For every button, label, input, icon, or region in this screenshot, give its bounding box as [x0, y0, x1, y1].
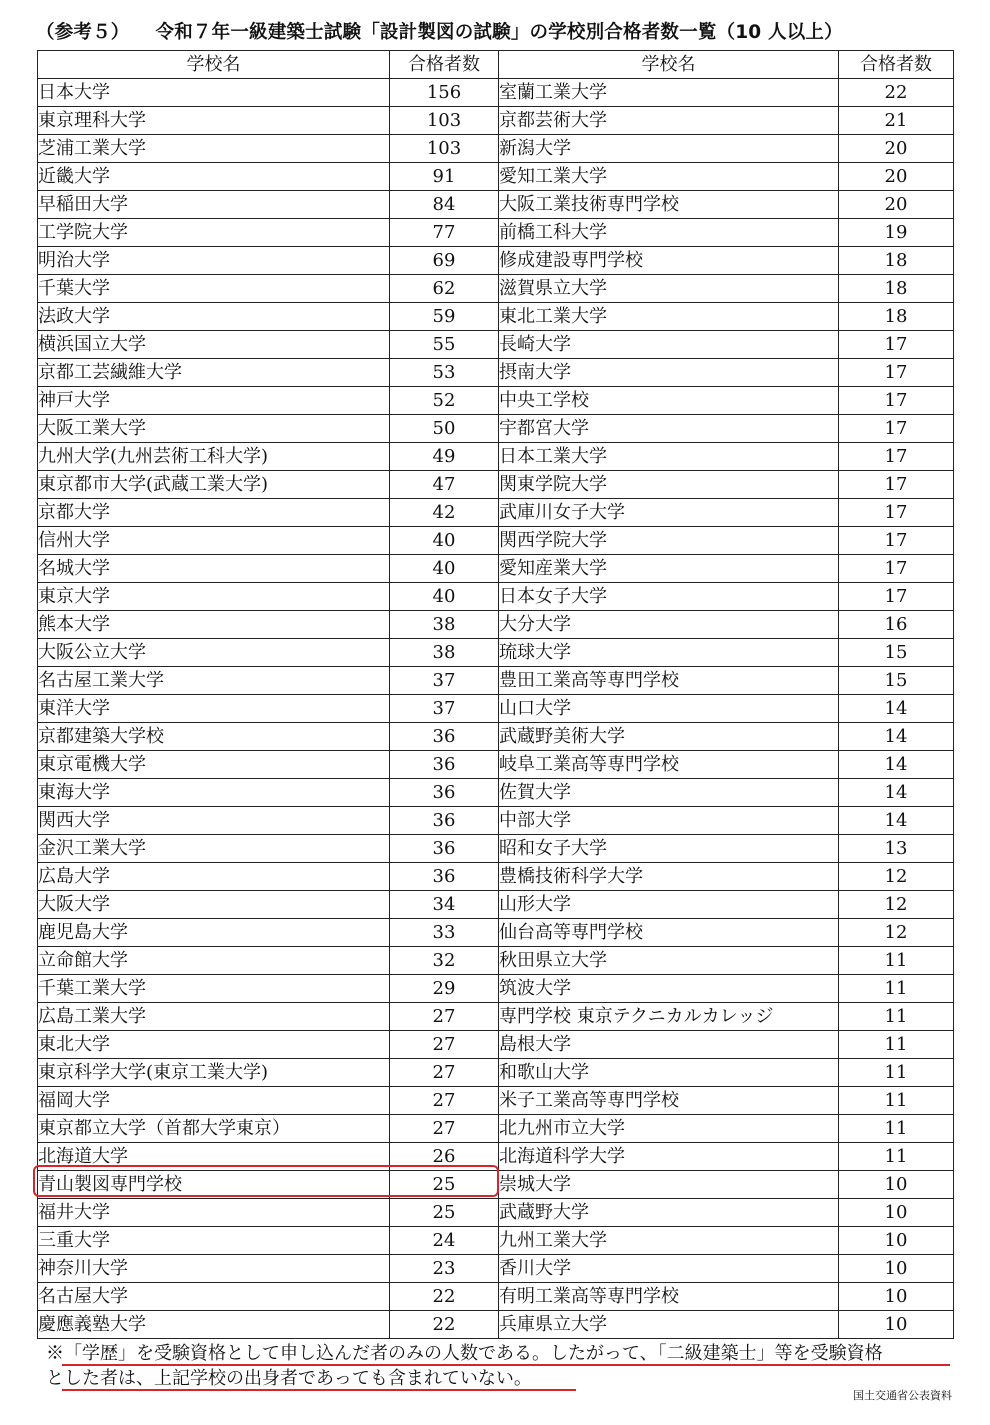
school-name-right: 専門学校 東京テクニカルカレッジ [499, 1003, 839, 1031]
school-name-left: 横浜国立大学 [38, 331, 390, 359]
table-row [38, 1283, 954, 1311]
school-name-right: 中央工学校 [499, 387, 839, 415]
pass-count-left: 36 [390, 779, 499, 807]
school-name-left: 京都建築大学校 [38, 723, 390, 751]
table-row [38, 387, 954, 415]
table-row [38, 919, 954, 947]
table-row [38, 1059, 954, 1087]
school-name-right: 佐賀大学 [499, 779, 839, 807]
pass-count-right: 17 [839, 443, 954, 471]
table-body [38, 79, 954, 1339]
school-name-right: 愛知産業大学 [499, 555, 839, 583]
school-name-right: 武蔵野大学 [499, 1199, 839, 1227]
table-row [38, 303, 954, 331]
school-name-left: 東京科学大学(東京工業大学) [38, 1059, 390, 1087]
pass-count-left: 77 [390, 219, 499, 247]
header-school-name-right: 学校名 [499, 51, 839, 79]
school-name-left: 日本大学 [38, 79, 390, 107]
pass-count-left: 40 [390, 527, 499, 555]
school-name-right: 修成建設専門学校 [499, 247, 839, 275]
school-name-right: 日本工業大学 [499, 443, 839, 471]
table-row [38, 135, 954, 163]
pass-count-left: 156 [390, 79, 499, 107]
school-name-left: 千葉大学 [38, 275, 390, 303]
pass-count-right: 17 [839, 527, 954, 555]
school-name-left: 神戸大学 [38, 387, 390, 415]
school-name-right: 摂南大学 [499, 359, 839, 387]
school-name-left: 青山製図専門学校 [38, 1171, 390, 1199]
school-name-right: 長崎大学 [499, 331, 839, 359]
table-row [38, 1115, 954, 1143]
pass-count-left: 37 [390, 667, 499, 695]
school-name-right: 武蔵野美術大学 [499, 723, 839, 751]
school-name-left: 福井大学 [38, 1199, 390, 1227]
pass-count-right: 11 [839, 1115, 954, 1143]
table-row [38, 863, 954, 891]
table-row [38, 1311, 954, 1339]
pass-count-left: 27 [390, 1115, 499, 1143]
table-row [38, 79, 954, 107]
pass-count-left: 69 [390, 247, 499, 275]
pass-count-left: 36 [390, 807, 499, 835]
school-name-right: 筑波大学 [499, 975, 839, 1003]
pass-count-left: 29 [390, 975, 499, 1003]
table-row [38, 247, 954, 275]
pass-count-right: 21 [839, 107, 954, 135]
table-row [38, 219, 954, 247]
pass-count-right: 10 [839, 1227, 954, 1255]
pass-count-right: 11 [839, 1059, 954, 1087]
title-text: 令和７年一級建築士試験「設計製図の試験」の学校別合格者数一覧（10 人以上） [155, 22, 843, 43]
pass-count-right: 18 [839, 303, 954, 331]
pass-count-left: 36 [390, 751, 499, 779]
school-name-right: 崇城大学 [499, 1171, 839, 1199]
school-name-left: 広島大学 [38, 863, 390, 891]
school-name-right: 日本女子大学 [499, 583, 839, 611]
pass-count-right: 17 [839, 387, 954, 415]
table-row [38, 527, 954, 555]
table-row [38, 555, 954, 583]
school-name-left: 立命館大学 [38, 947, 390, 975]
school-name-right: 東北工業大学 [499, 303, 839, 331]
pass-count-right: 17 [839, 555, 954, 583]
school-name-left: 関西大学 [38, 807, 390, 835]
page-title [36, 18, 843, 44]
school-name-right: 岐阜工業高等専門学校 [499, 751, 839, 779]
school-name-left: 京都大学 [38, 499, 390, 527]
table-row [38, 779, 954, 807]
school-name-right: 新潟大学 [499, 135, 839, 163]
footnote-line-2: とした者は、上記学校の出身者であっても含まれていない。 [46, 1368, 532, 1389]
table-row [38, 807, 954, 835]
school-name-left: 東海大学 [38, 779, 390, 807]
pass-count-right: 20 [839, 191, 954, 219]
table-row [38, 191, 954, 219]
school-name-left: 千葉工業大学 [38, 975, 390, 1003]
pass-count-right: 14 [839, 779, 954, 807]
pass-count-right: 20 [839, 135, 954, 163]
table-row [38, 1031, 954, 1059]
table-row [38, 359, 954, 387]
pass-count-right: 15 [839, 667, 954, 695]
school-name-left: 東北大学 [38, 1031, 390, 1059]
pass-count-left: 37 [390, 695, 499, 723]
table-row [38, 583, 954, 611]
pass-count-left: 22 [390, 1283, 499, 1311]
school-name-right: 京都芸術大学 [499, 107, 839, 135]
school-name-right: 山口大学 [499, 695, 839, 723]
pass-count-left: 33 [390, 919, 499, 947]
school-name-right: 武庫川女子大学 [499, 499, 839, 527]
school-name-right: 愛知工業大学 [499, 163, 839, 191]
pass-count-left: 22 [390, 1311, 499, 1339]
school-name-left: 東京都市大学(武蔵工業大学) [38, 471, 390, 499]
pass-count-left: 27 [390, 1087, 499, 1115]
school-name-right: 北九州市立大学 [499, 1115, 839, 1143]
pass-count-right: 15 [839, 639, 954, 667]
school-name-left: 近畿大学 [38, 163, 390, 191]
pass-count-left: 50 [390, 415, 499, 443]
header-school-name-left: 学校名 [38, 51, 390, 79]
table-row [38, 443, 954, 471]
pass-count-left: 27 [390, 1031, 499, 1059]
school-name-left: 信州大学 [38, 527, 390, 555]
pass-count-left: 42 [390, 499, 499, 527]
pass-count-right: 20 [839, 163, 954, 191]
school-name-left: 東京電機大学 [38, 751, 390, 779]
pass-count-right: 12 [839, 919, 954, 947]
school-name-right: 宇都宮大学 [499, 415, 839, 443]
pass-count-left: 103 [390, 107, 499, 135]
pass-count-left: 32 [390, 947, 499, 975]
pass-count-left: 40 [390, 555, 499, 583]
table-row [38, 163, 954, 191]
pass-count-right: 19 [839, 219, 954, 247]
pass-count-left: 40 [390, 583, 499, 611]
table-row [38, 415, 954, 443]
school-name-left: 神奈川大学 [38, 1255, 390, 1283]
pass-count-right: 11 [839, 1143, 954, 1171]
pass-count-right: 12 [839, 891, 954, 919]
school-name-right: 豊橋技術科学大学 [499, 863, 839, 891]
pass-count-right: 14 [839, 807, 954, 835]
school-name-left: 京都工芸繊維大学 [38, 359, 390, 387]
pass-count-right: 10 [839, 1199, 954, 1227]
pass-count-left: 34 [390, 891, 499, 919]
pass-count-left: 91 [390, 163, 499, 191]
school-name-left: 明治大学 [38, 247, 390, 275]
pass-count-left: 103 [390, 135, 499, 163]
table-row [38, 331, 954, 359]
pass-count-left: 53 [390, 359, 499, 387]
school-name-left: 広島工業大学 [38, 1003, 390, 1031]
pass-count-left: 38 [390, 611, 499, 639]
pass-count-left: 25 [390, 1199, 499, 1227]
school-name-left: 法政大学 [38, 303, 390, 331]
school-name-right: 米子工業高等専門学校 [499, 1087, 839, 1115]
school-name-right: 兵庫県立大学 [499, 1311, 839, 1339]
school-name-right: 滋賀県立大学 [499, 275, 839, 303]
pass-count-right: 17 [839, 499, 954, 527]
school-name-left: 大阪大学 [38, 891, 390, 919]
table-row [38, 107, 954, 135]
pass-count-right: 14 [839, 723, 954, 751]
table-row [38, 1227, 954, 1255]
table-row [38, 499, 954, 527]
school-name-left: 大阪工業大学 [38, 415, 390, 443]
source-label: 国土交通省公表資料 [853, 1389, 952, 1402]
school-name-left: 東京都立大学（首都大学東京） [38, 1115, 390, 1143]
pass-count-right: 10 [839, 1311, 954, 1339]
school-name-right: 島根大学 [499, 1031, 839, 1059]
school-name-right: 北海道科学大学 [499, 1143, 839, 1171]
pass-count-right: 13 [839, 835, 954, 863]
pass-count-right: 17 [839, 359, 954, 387]
school-name-right: 仙台高等専門学校 [499, 919, 839, 947]
pass-count-right: 12 [839, 863, 954, 891]
school-name-left: 芝浦工業大学 [38, 135, 390, 163]
table-row [38, 611, 954, 639]
pass-count-right: 11 [839, 1003, 954, 1031]
school-name-right: 和歌山大学 [499, 1059, 839, 1087]
school-name-left: 名古屋大学 [38, 1283, 390, 1311]
header-pass-count-right: 合格者数 [839, 51, 954, 79]
school-name-right: 琉球大学 [499, 639, 839, 667]
pass-count-right: 14 [839, 695, 954, 723]
table-row [38, 835, 954, 863]
pass-count-right: 18 [839, 247, 954, 275]
pass-count-left: 38 [390, 639, 499, 667]
pass-count-left: 49 [390, 443, 499, 471]
school-name-right: 山形大学 [499, 891, 839, 919]
school-name-left: 工学院大学 [38, 219, 390, 247]
footnote-underline-2 [62, 1389, 576, 1391]
school-name-right: 九州工業大学 [499, 1227, 839, 1255]
table-header-row [38, 51, 954, 79]
school-name-left: 三重大学 [38, 1227, 390, 1255]
footnote-line-1: ※「学歴」を受験資格として申し込んだ者のみの人数である。したがって、「二級建築士」等を受験資格 [46, 1343, 883, 1364]
school-name-right: 前橋工科大学 [499, 219, 839, 247]
pass-count-left: 36 [390, 835, 499, 863]
table-row [38, 1003, 954, 1031]
school-name-left: 早稲田大学 [38, 191, 390, 219]
table-row [38, 1255, 954, 1283]
pass-count-left: 62 [390, 275, 499, 303]
pass-count-right: 22 [839, 79, 954, 107]
school-name-right: 昭和女子大学 [499, 835, 839, 863]
school-name-right: 室蘭工業大学 [499, 79, 839, 107]
pass-count-left: 27 [390, 1003, 499, 1031]
school-name-right: 有明工業高等専門学校 [499, 1283, 839, 1311]
pass-count-left: 36 [390, 863, 499, 891]
school-name-right: 関東学院大学 [499, 471, 839, 499]
footnote [46, 1341, 946, 1391]
table-row [38, 695, 954, 723]
table-row [38, 1143, 954, 1171]
pass-count-left: 55 [390, 331, 499, 359]
table-row [38, 471, 954, 499]
pass-count-right: 16 [839, 611, 954, 639]
table-row [38, 723, 954, 751]
pass-count-right: 11 [839, 947, 954, 975]
table-row [38, 751, 954, 779]
table-row [38, 1087, 954, 1115]
pass-count-left: 36 [390, 723, 499, 751]
school-name-right: 中部大学 [499, 807, 839, 835]
school-name-left: 熊本大学 [38, 611, 390, 639]
pass-count-left: 59 [390, 303, 499, 331]
pass-count-left: 24 [390, 1227, 499, 1255]
school-name-right: 大分大学 [499, 611, 839, 639]
school-name-left: 名古屋工業大学 [38, 667, 390, 695]
school-name-left: 金沢工業大学 [38, 835, 390, 863]
table-row [38, 975, 954, 1003]
table-row [38, 947, 954, 975]
school-name-left: 東洋大学 [38, 695, 390, 723]
pass-count-right: 10 [839, 1255, 954, 1283]
school-name-right: 豊田工業高等専門学校 [499, 667, 839, 695]
pass-count-left: 26 [390, 1143, 499, 1171]
pass-count-right: 18 [839, 275, 954, 303]
school-name-left: 慶應義塾大学 [38, 1311, 390, 1339]
school-name-right: 関西学院大学 [499, 527, 839, 555]
school-name-right: 大阪工業技術専門学校 [499, 191, 839, 219]
pass-count-left: 25 [390, 1171, 499, 1199]
pass-count-left: 23 [390, 1255, 499, 1283]
pass-count-right: 17 [839, 583, 954, 611]
school-name-left: 名城大学 [38, 555, 390, 583]
footnote-underline-1 [62, 1364, 950, 1366]
table-row [38, 1171, 954, 1199]
school-name-left: 福岡大学 [38, 1087, 390, 1115]
pass-count-right: 14 [839, 751, 954, 779]
pass-count-right: 17 [839, 415, 954, 443]
header-pass-count-left: 合格者数 [390, 51, 499, 79]
pass-count-left: 52 [390, 387, 499, 415]
pass-count-right: 10 [839, 1171, 954, 1199]
title-prefix: （参考５） [36, 22, 130, 43]
pass-count-right: 11 [839, 1031, 954, 1059]
pass-count-left: 47 [390, 471, 499, 499]
school-name-right: 秋田県立大学 [499, 947, 839, 975]
school-name-left: 九州大学(九州芸術工科大学) [38, 443, 390, 471]
table-row [38, 639, 954, 667]
table-row [38, 667, 954, 695]
school-name-left: 鹿児島大学 [38, 919, 390, 947]
pass-count-left: 84 [390, 191, 499, 219]
pass-count-right: 11 [839, 1087, 954, 1115]
results-table [37, 50, 954, 1339]
pass-count-right: 10 [839, 1283, 954, 1311]
table-row [38, 275, 954, 303]
school-name-right: 香川大学 [499, 1255, 839, 1283]
pass-count-left: 27 [390, 1059, 499, 1087]
pass-count-right: 17 [839, 471, 954, 499]
table-row [38, 891, 954, 919]
school-name-left: 東京大学 [38, 583, 390, 611]
school-name-left: 東京理科大学 [38, 107, 390, 135]
pass-count-right: 17 [839, 331, 954, 359]
school-name-left: 大阪公立大学 [38, 639, 390, 667]
pass-count-right: 11 [839, 975, 954, 1003]
school-name-left: 北海道大学 [38, 1143, 390, 1171]
table-row [38, 1199, 954, 1227]
